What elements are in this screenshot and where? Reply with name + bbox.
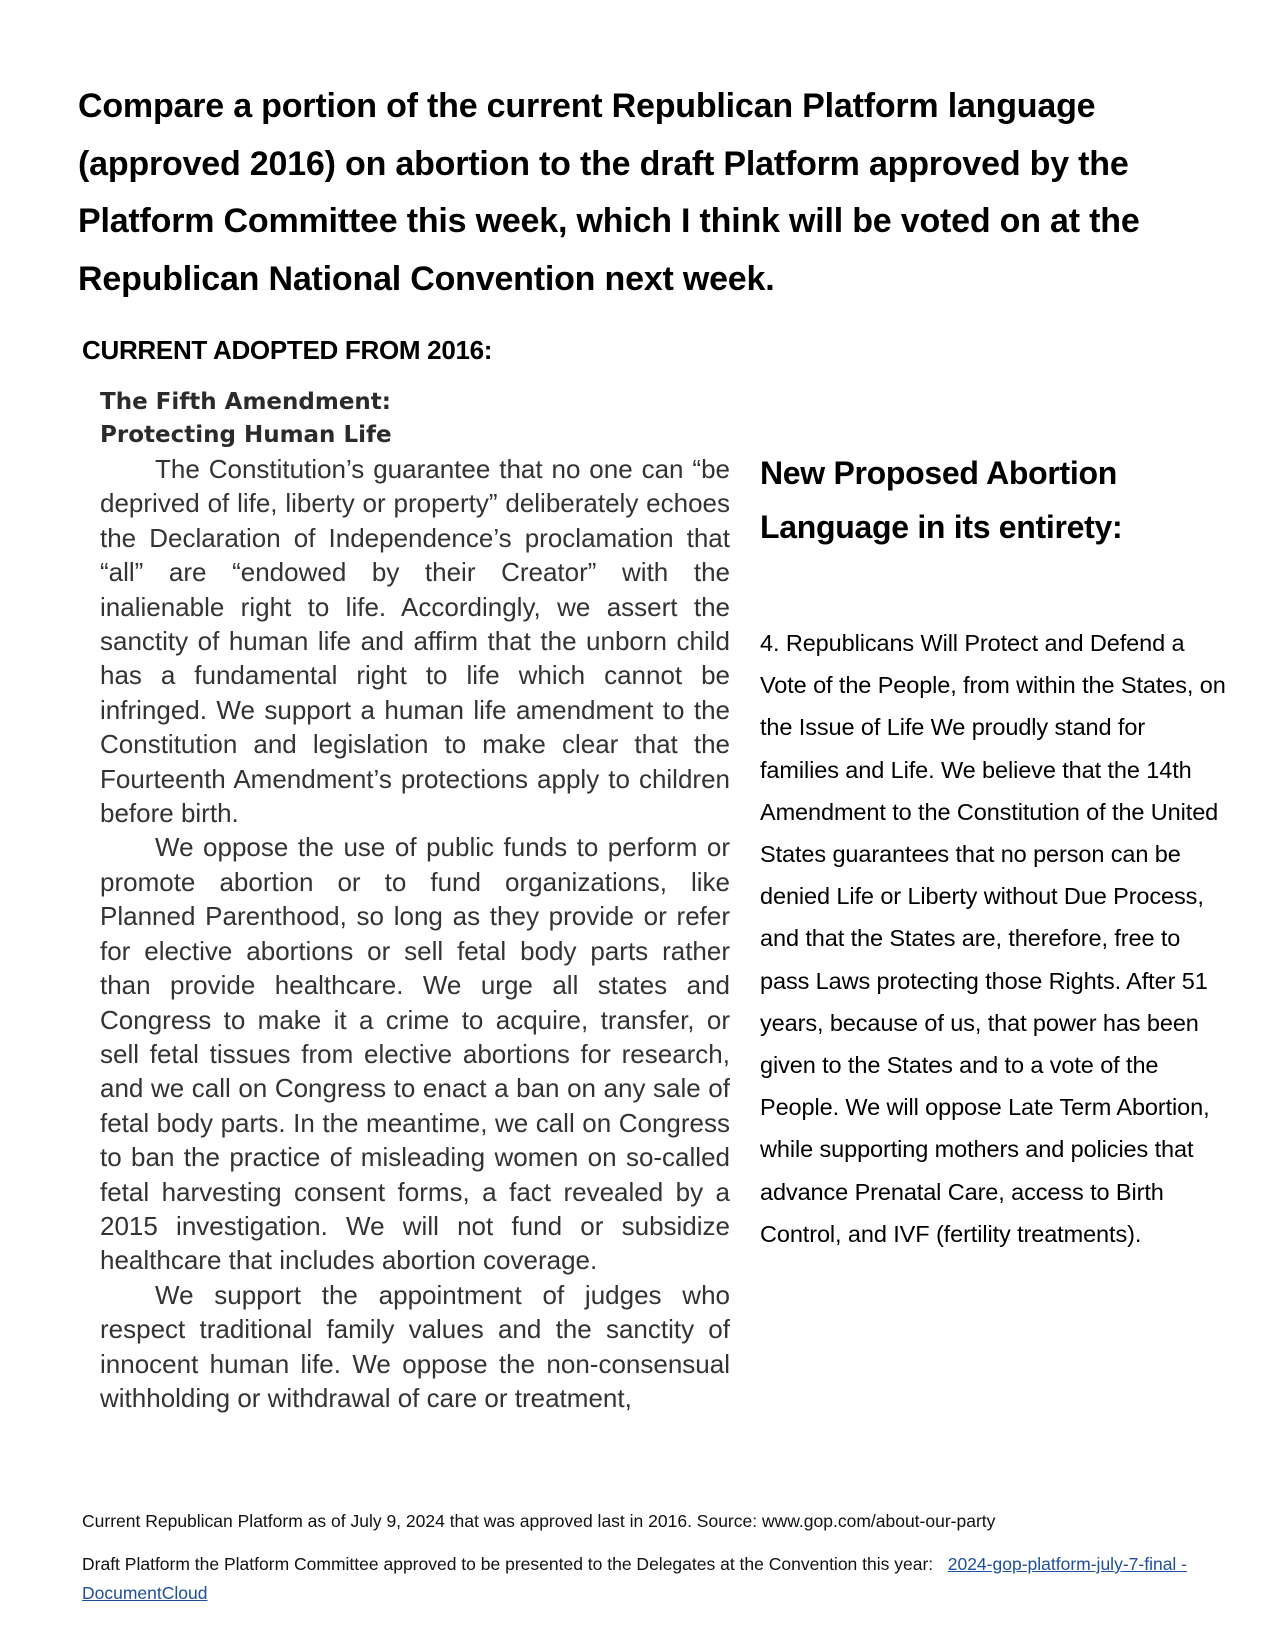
draft-platform-note: [82, 1550, 1212, 1608]
excerpt-title-line-2: Protecting Human Life: [100, 422, 392, 448]
proposed-language-heading: New Proposed Abortion Language in its entirety:: [760, 455, 1123, 545]
excerpt-paragraph-2: We oppose the use of public funds to perform or promote abortion or to fund organizations, like Planned Parenthood, so long as they provide or refer for elective abortions or sell fetal body parts rather than provide healthcare. We urge all states and Congress to make it a crime to acquire, transfer, or sell fetal tissues from elective abortions for research, and we call on Congress to enact a ban on any sale of fetal body parts. In the meantime, we call on Congress to ban the practice of misleading women on so-called fetal harvesting consent forms, a fact revealed by a 2015 investigation. We will not fund or subsidize healthcare that includes abortion coverage.: [100, 832, 730, 1276]
draft-platform-note-text: Draft Platform the Platform Committee approved to be presented to the Delegates at the Convention this year:: [82, 1554, 948, 1574]
platform-2016-excerpt: [100, 386, 730, 1498]
source-note: Current Republican Platform as of July 9, 2024 that was approved last in 2016. Source: www.gop.com/about-our-party: [82, 1511, 996, 1531]
excerpt-paragraph-1: The Constitution’s guarantee that no one can “be deprived of life, liberty or property” deliberately echoes the Declaration of Independence’s proclamation that “all” are “endowed by their Creator” with the inalienable right to life. Accordingly, we assert the sanctity of human life and affirm that the unborn child has a fundamental right to life which cannot be infringed. We support a human life amendment to the Constitution and legislation to make clear that the Fourteenth Amendment’s protections apply to children before birth.: [100, 454, 730, 829]
current-platform-label: CURRENT ADOPTED FROM 2016:: [82, 335, 493, 365]
excerpt-body: [100, 452, 730, 1415]
excerpt-title-line-1: The Fifth Amendment:: [100, 389, 391, 415]
documentcloud-link[interactable]: 2024-gop-platform-july-7-final - DocumentCloud: [82, 1554, 1188, 1603]
page-heading: Compare a portion of the current Republican Platform language (approved 2016) on abortion to the draft Platform approved by the Platform Committee this week, which I think will be voted on at the Republican National Convention next week.: [78, 87, 1140, 298]
excerpt-paragraph-3: We support the appointment of judges who respect traditional family values and the sanctity of innocent human life. We oppose the non-consensual withholding or withdrawal of care or treatment,: [100, 1279, 730, 1413]
proposed-language-text: 4. Republicans Will Protect and Defend a Vote of the People, from within the States, on the Issue of Life We proudly stand for families and Life. We believe that the 14th Amendment to the Constitution of the United States guarantees that no person can be denied Life or Liberty without Due Process, and that the States are, therefore, free to pass Laws protecting those Rights. After 51 years, because of us, that power has been given to the States and to a vote of the People. We will oppose Late Term Abortion, while supporting mothers and policies that advance Prenatal Care, access to Birth Control, and IVF (fertility treatments).: [760, 630, 1226, 1247]
excerpt-title: [100, 386, 730, 452]
